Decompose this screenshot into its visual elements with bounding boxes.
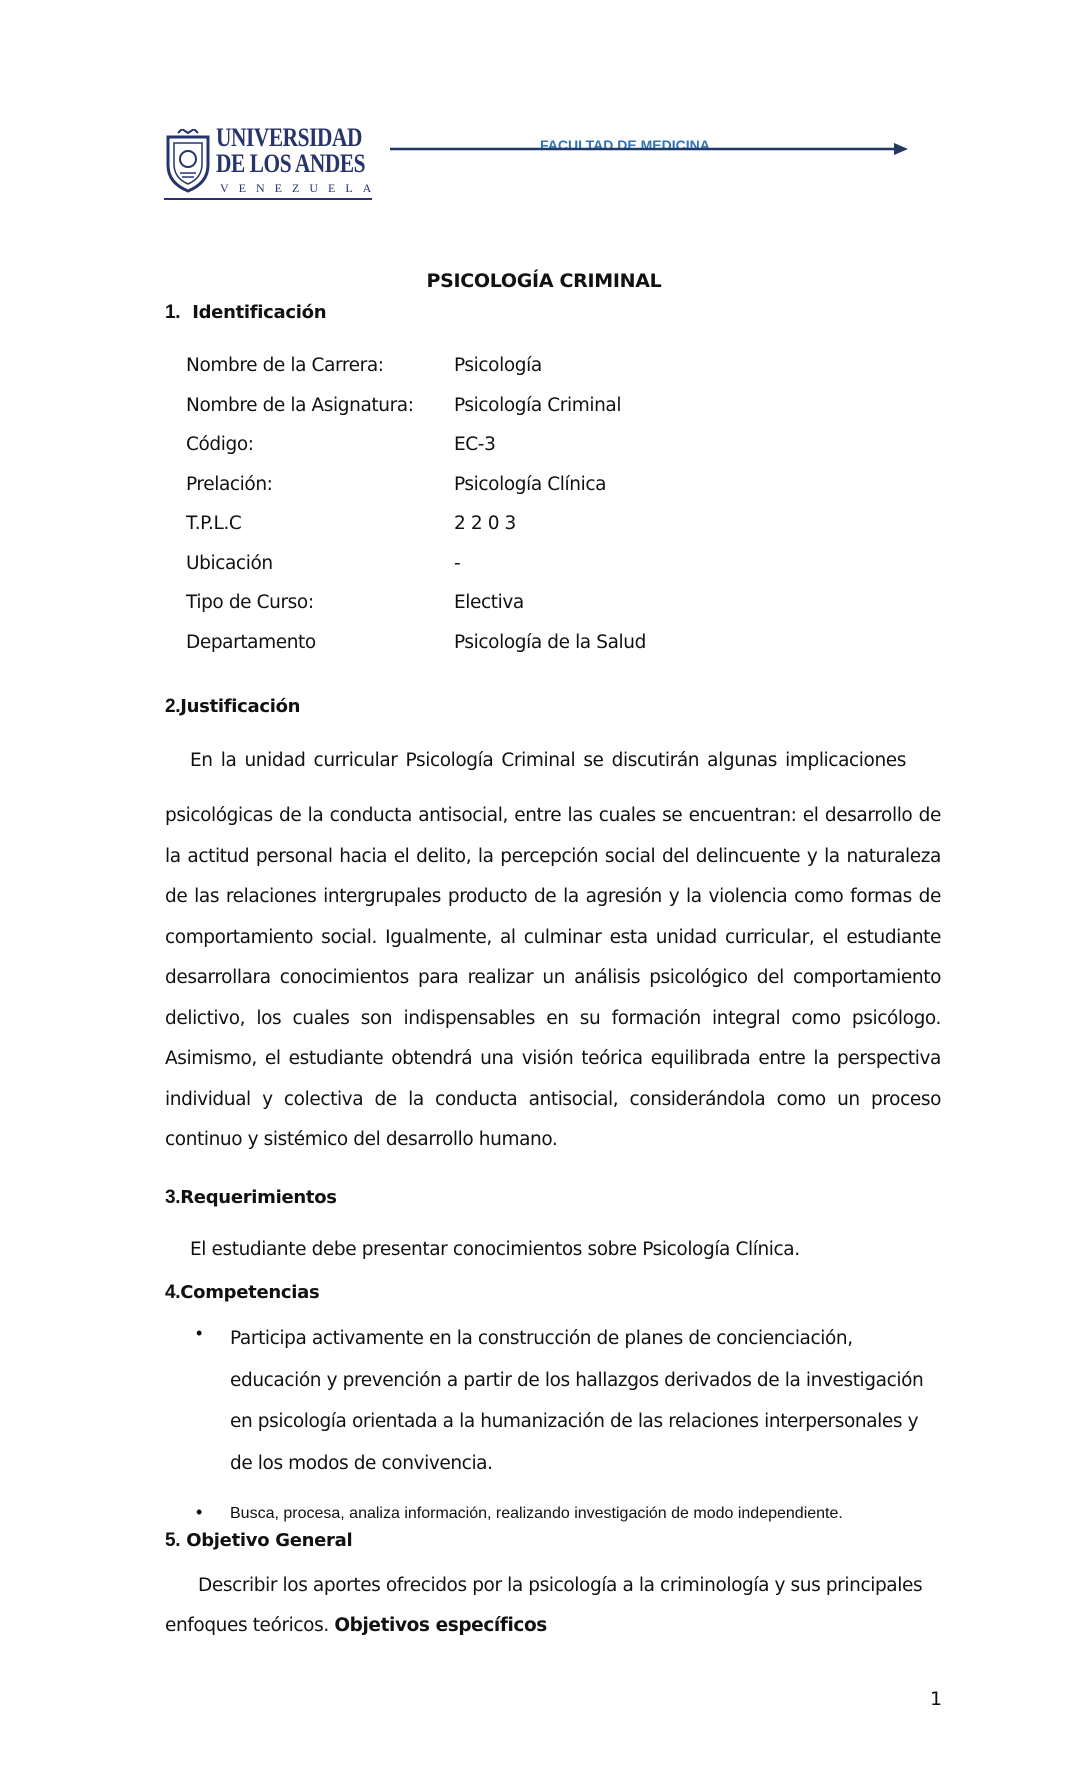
identification-value: Psicología [454, 355, 542, 376]
identification-value: EC-3 [454, 434, 496, 455]
logo-underline [164, 198, 372, 200]
identification-label: Tipo de Curso: [186, 592, 314, 613]
identification-value: Psicología de la Salud [454, 631, 646, 653]
justification-text: psicológicas de la conducta antisocial, entre las cuales se encuentran: el desarrollo de la actitud personal hacia el delito, la percepción social del delincuente y la naturaleza de las relaciones intergrupales producto de la agresión y la violencia como formas de comportamiento social. Igualmente, al culminar esta unidad curricular, el estudiante desarrollara conocimientos para realizar un análisis psicológico del comportamiento delictivo, los cuales son indispensables en su formación integral como psicólogo. Asimismo, el estudiante obtendrá una visión teórica equilibrada entre la perspectiva individual y colectiva de la conducta antisocial, considerándola como un proceso continuo y sistémico del desarrollo humano. [165, 805, 941, 1150]
university-logo [164, 123, 382, 201]
header-arrow-icon [390, 142, 908, 156]
bullet-icon: • [196, 1502, 203, 1522]
section-number: 4. [165, 1282, 181, 1303]
logo-line-2: DE LOS ANDES [216, 149, 366, 178]
section-number: 3. [165, 1187, 181, 1208]
identification-value: Electiva [454, 592, 524, 613]
document-title: PSICOLOGÍA CRIMINAL [426, 270, 662, 292]
identification-label: Departamento [186, 631, 316, 653]
competency-item: Participa activamente en la construcción de planes de concienciación, educación y prevención a partir de los hallazgos derivados de la investigación en psicología orientada a la humanización de las relaciones interpersonales y de los modos de convivencia. [230, 1328, 924, 1474]
general-objective-text: enfoques teóricos. [165, 1615, 329, 1636]
identification-label: T.P.L.C [186, 513, 242, 534]
section-number: 5. [165, 1530, 181, 1551]
page-number: 1 [930, 1688, 943, 1710]
section-requerimientos-heading [165, 1187, 337, 1209]
specific-objectives-heading: Objetivos específicos [334, 1615, 547, 1636]
identification-value: Psicología Clínica [454, 473, 607, 495]
faculty-label: FACULTAD DE MEDICINA [540, 137, 710, 153]
requirements-text: El estudiante debe presentar conocimientos sobre Psicología Clínica. [190, 1239, 800, 1260]
general-objective-line-2 [165, 1615, 547, 1636]
identification-label: Nombre de la Asignatura: [186, 394, 414, 416]
justification-body [165, 796, 941, 1161]
identification-label: Prelación: [186, 473, 273, 495]
section-title: Objetivo General [186, 1530, 353, 1551]
section-title: Requerimientos [180, 1187, 337, 1208]
section-competencias-heading [165, 1282, 319, 1304]
identification-label: Código: [186, 434, 254, 455]
section-title: Identificación [192, 302, 327, 323]
justification-first-line: En la unidad curricular Psicología Criminal se discutirán algunas implicaciones [190, 750, 906, 771]
section-objetivo-general-heading [165, 1530, 352, 1552]
identification-value: Psicología Criminal [454, 394, 622, 416]
identification-label: Ubicación [186, 552, 273, 574]
section-number: 2. [165, 696, 181, 717]
bullet-icon: • [196, 1323, 203, 1343]
section-justificacion-heading [165, 696, 300, 718]
identification-value: 2 2 0 3 [454, 513, 516, 534]
logo-line-1: UNIVERSIDAD [216, 123, 362, 152]
section-title: Justificación [180, 696, 301, 717]
section-identificacion-heading [165, 302, 326, 324]
logo-line-3: VENEZUELA [220, 181, 382, 195]
section-number: 1. [165, 302, 181, 323]
identification-label: Nombre de la Carrera: [186, 355, 384, 376]
competency-item: Busca, procesa, analiza información, realizando investigación de modo independiente. [230, 1505, 843, 1522]
general-objective-line-1: Describir los aportes ofrecidos por la psicología a la criminología y sus principales [198, 1575, 923, 1596]
identification-value: - [454, 552, 461, 574]
section-title: Competencias [180, 1282, 320, 1303]
university-seal-icon [164, 129, 212, 193]
